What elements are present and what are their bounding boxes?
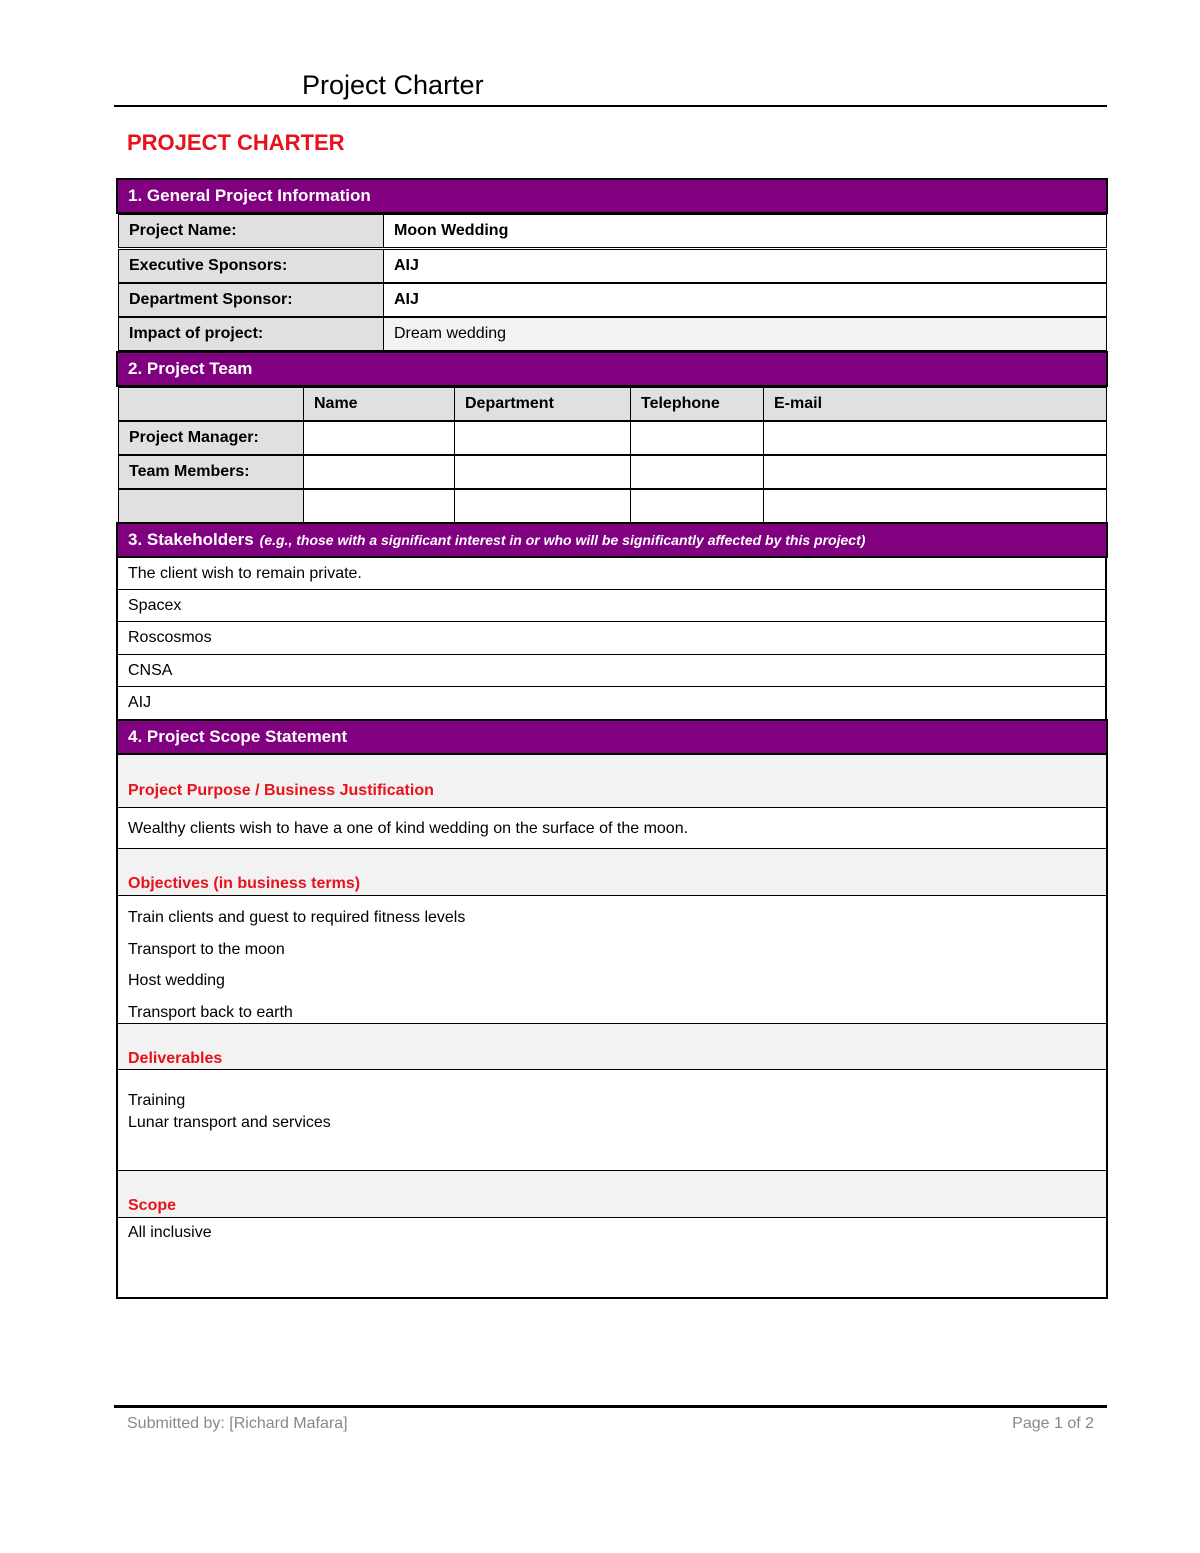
- footer-submitted-by: Submitted by: [Richard Mafara]: [127, 1415, 348, 1432]
- objective-item: Transport to the moon: [128, 940, 285, 958]
- stakeholder-item: The client wish to remain private.: [116, 557, 1107, 590]
- page-header-title: Project Charter: [302, 70, 484, 100]
- team-cell: [763, 421, 1107, 455]
- purpose-text-box: [116, 807, 1108, 849]
- footer-page-number: Page 1 of 2: [1012, 1415, 1094, 1432]
- team-cell: [303, 455, 455, 489]
- team-col-name: Name: [303, 387, 455, 421]
- objectives-heading: Objectives (in business terms): [116, 848, 1108, 896]
- team-cell: [630, 489, 764, 523]
- footer-rule: [114, 1405, 1107, 1408]
- purpose-heading: Project Purpose / Business Justification: [116, 754, 1108, 808]
- team-col-email: E-mail: [763, 387, 1107, 421]
- purpose-text: Wealthy clients wish to have a one of kind wedding on the surface of the moon.: [128, 819, 689, 837]
- header-rule: [114, 105, 1107, 107]
- deliverable-item: Training: [128, 1092, 186, 1109]
- team-cell: [303, 421, 455, 455]
- stakeholder-item: Spacex: [116, 589, 1107, 622]
- section-title: 2. Project Team: [128, 359, 253, 378]
- team-col-department: Department: [454, 387, 631, 421]
- value-department-sponsor: AIJ: [383, 283, 1107, 317]
- team-cell: [630, 455, 764, 489]
- objective-item: Transport back to earth: [128, 1003, 293, 1021]
- scope-heading: Scope: [116, 1170, 1108, 1218]
- objective-item: Train clients and guest to required fitness levels: [128, 909, 466, 926]
- label-department-sponsor: Department Sponsor:: [118, 283, 384, 317]
- stakeholder-item: CNSA: [116, 654, 1107, 687]
- section-project-team: [116, 351, 1108, 387]
- value-impact: Dream wedding: [383, 317, 1107, 351]
- scope-text: All inclusive: [128, 1224, 212, 1241]
- section-scope-statement: [116, 719, 1108, 755]
- objective-item: Host wedding: [128, 972, 225, 989]
- team-row-blank: [118, 489, 304, 523]
- deliverable-item: Lunar transport and services: [128, 1114, 331, 1131]
- section-general-info: [116, 178, 1108, 214]
- team-cell: [763, 489, 1107, 523]
- document-heading: PROJECT CHARTER: [127, 130, 345, 155]
- stakeholder-item: Roscosmos: [116, 621, 1107, 655]
- team-cell: [303, 489, 455, 523]
- team-header-blank: [118, 387, 304, 421]
- scope-box: [116, 1217, 1108, 1299]
- stakeholder-item: AIJ: [116, 686, 1107, 720]
- section-title: 4. Project Scope Statement: [128, 727, 348, 746]
- section-title: 3. Stakeholders: [128, 530, 254, 549]
- team-row-team-members: Team Members:: [118, 455, 304, 489]
- label-impact: Impact of project:: [118, 317, 384, 351]
- team-row-project-manager: Project Manager:: [118, 421, 304, 455]
- team-cell: [454, 455, 631, 489]
- value-project-name: Moon Wedding: [383, 214, 1107, 248]
- team-cell: [454, 489, 631, 523]
- section-stakeholders: [116, 522, 1108, 558]
- label-executive-sponsors: Executive Sponsors:: [118, 249, 384, 283]
- label-project-name: Project Name:: [118, 214, 384, 248]
- deliverables-heading: Deliverables: [116, 1023, 1108, 1070]
- deliverables-box: [116, 1069, 1108, 1172]
- team-cell: [454, 421, 631, 455]
- value-executive-sponsors: AIJ: [383, 249, 1107, 283]
- objectives-box: [116, 895, 1108, 1025]
- team-col-telephone: Telephone: [630, 387, 764, 421]
- team-cell: [763, 455, 1107, 489]
- section-title: 1. General Project Information: [128, 186, 371, 205]
- section-note: (e.g., those with a significant interest in or who will be significantly affected by this project): [259, 532, 866, 548]
- team-cell: [630, 421, 764, 455]
